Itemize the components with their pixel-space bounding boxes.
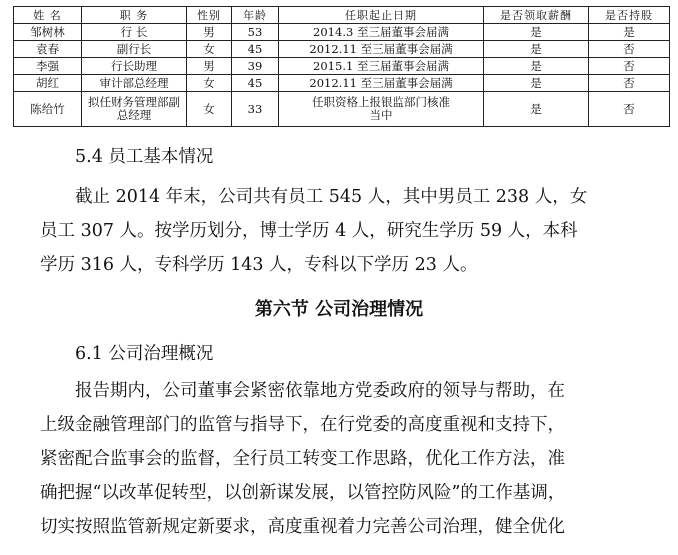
cell-term: 2014.3 至三届董事会届满	[279, 24, 484, 41]
section-6-1-line-4: 确把握“以改革促转型，以创新谋发展，以管控防风险”的工作基调，	[40, 483, 566, 503]
section-5-4-title: 5.4 员工基本情况	[75, 147, 214, 167]
cell-age: 45	[232, 41, 279, 58]
cell-position: 行长助理	[82, 58, 187, 75]
cell-salary: 是	[484, 41, 589, 58]
cell-salary: 是	[484, 58, 589, 75]
executive-table	[13, 6, 670, 127]
cell-name: 胡红	[14, 75, 82, 92]
header-gender: 性别	[187, 7, 232, 24]
cell-gender: 女	[187, 41, 232, 58]
cell-position: 行 长	[82, 24, 187, 41]
header-salary: 是否领取薪酬	[484, 7, 589, 24]
cell-name: 陈给竹	[14, 92, 82, 127]
cell-position: 拟任财务管理部副总经理	[82, 92, 187, 127]
chapter-6-title: 第六节 公司治理情况	[254, 299, 424, 320]
cell-term: 2012.11 至三届董事会届满	[279, 41, 484, 58]
cell-salary: 是	[484, 92, 589, 127]
section-6-1-line-5: 切实按照监管新规定新要求，高度重视着力完善公司治理，健全优化	[40, 517, 565, 537]
header-position: 职 务	[82, 7, 187, 24]
cell-gender: 男	[187, 24, 232, 41]
table-header-row	[14, 7, 670, 24]
section-6-1-line-1: 报告期内，公司董事会紧密依靠地方党委政府的领导与帮助，在	[75, 381, 565, 401]
cell-term: 2015.1 至三届董事会届满	[279, 58, 484, 75]
table-row	[14, 75, 670, 92]
cell-age: 53	[232, 24, 279, 41]
cell-shares: 否	[589, 92, 670, 127]
cell-position: 审计部总经理	[82, 75, 187, 92]
cell-shares: 否	[589, 58, 670, 75]
cell-name: 邹树林	[14, 24, 82, 41]
section-6-1-line-2: 上级金融管理部门的监管与指导下，在行党委的高度重视和支持下，	[40, 415, 565, 435]
cell-position: 副行长	[82, 41, 187, 58]
header-age: 年龄	[232, 7, 279, 24]
section-5-4-line-1: 截止 2014 年末，公司共有员工 545 人，其中男员工 238 人，女	[75, 187, 588, 207]
section-5-4-line-2: 员工 307 人。按学历划分，博士学历 4 人，研究生学历 59 人，本科	[40, 221, 578, 241]
cell-shares: 否	[589, 75, 670, 92]
cell-salary: 是	[484, 24, 589, 41]
section-5-4-line-3: 学历 316 人，专科学历 143 人，专科以下学历 23 人。	[40, 255, 478, 275]
cell-term: 任职资格上报银监部门核准当中	[279, 92, 484, 127]
cell-shares: 否	[589, 41, 670, 58]
cell-name: 李强	[14, 58, 82, 75]
cell-gender: 女	[187, 75, 232, 92]
table-row	[14, 92, 670, 127]
cell-age: 39	[232, 58, 279, 75]
table-row	[14, 58, 670, 75]
cell-name: 袁春	[14, 41, 82, 58]
cell-term: 2012.11 至三届董事会届满	[279, 75, 484, 92]
header-name: 姓 名	[14, 7, 82, 24]
header-term: 任职起止日期	[279, 7, 484, 24]
cell-age: 33	[232, 92, 279, 127]
section-6-1-line-3: 紧密配合监事会的监督，全行员工转变工作思路，优化工作方法，准	[40, 449, 565, 469]
cell-shares: 是	[589, 24, 670, 41]
table-row	[14, 41, 670, 58]
cell-age: 45	[232, 75, 279, 92]
header-shares: 是否持股	[589, 7, 670, 24]
section-6-1-title: 6.1 公司治理概况	[75, 344, 214, 364]
cell-salary: 是	[484, 75, 589, 92]
cell-gender: 女	[187, 92, 232, 127]
cell-gender: 男	[187, 58, 232, 75]
table-row	[14, 24, 670, 41]
